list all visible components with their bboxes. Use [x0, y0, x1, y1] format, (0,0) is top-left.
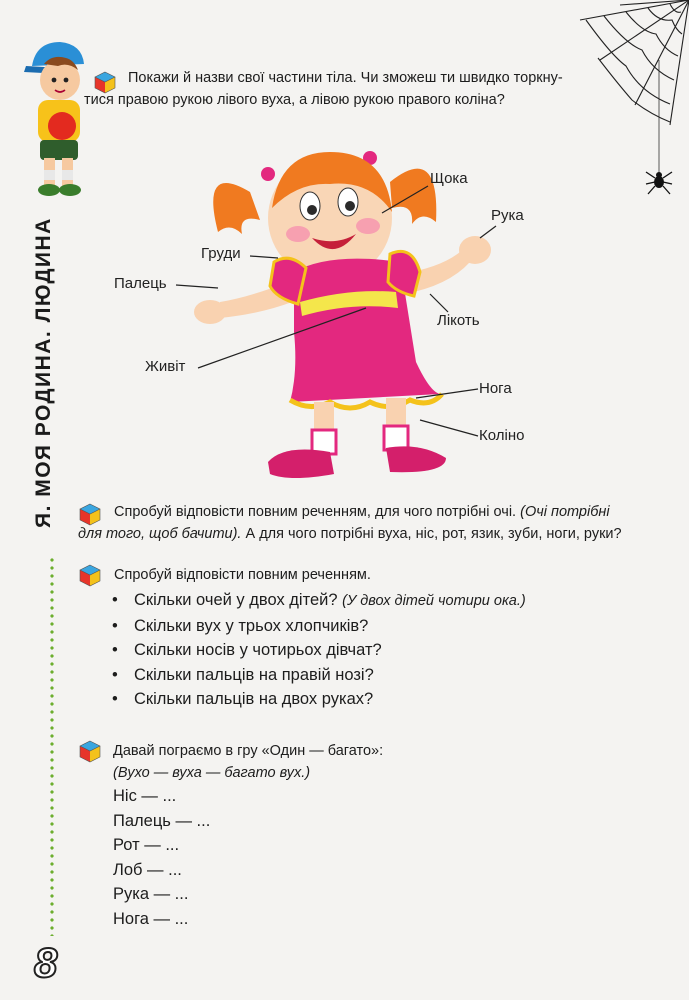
- task2-text: Спробуй відповісти повним реченням, для чого потрібні очі. (Очі потрібні для того, щоб бачити). А для чого потрібні вуха, ніс, рот, язик, зуби, ноги, руки?: [78, 504, 622, 542]
- label-belly: Живіт: [145, 358, 186, 375]
- label-knee: Коліно: [479, 427, 525, 444]
- task4-intro: Давай пограємо в гру «Один — багато»:: [113, 743, 384, 759]
- side-chapter-title: Я. МОЯ РОДИНА. ЛЮДИНА: [32, 217, 55, 528]
- page-number: 8: [34, 939, 58, 986]
- list-item: • Скільки вух у трьох хлопчиків?: [112, 614, 672, 639]
- label-leg: Нога: [479, 380, 512, 397]
- task4-example: (Вухо — вуха — багато вух.): [113, 765, 311, 781]
- label-cheek: Щока: [430, 170, 468, 187]
- cube-icon: [78, 563, 102, 587]
- list-item: Палець — ...: [113, 811, 211, 830]
- task4-items: [113, 784, 210, 932]
- label-chest: Груди: [201, 245, 241, 262]
- list-item: • Скільки пальців на двох руках?: [112, 687, 672, 712]
- dotted-divider: [50, 556, 54, 936]
- task3-questions: [112, 588, 672, 712]
- list-item: Рука — ...: [113, 885, 189, 904]
- list-item: Нога — ...: [113, 909, 189, 928]
- list-item: • Скільки пальців на правій нозі?: [112, 663, 672, 688]
- label-elbow: Лікоть: [437, 312, 480, 329]
- list-item: Ніс — ...: [113, 787, 177, 805]
- list-item: • Скільки очей у двох дітей? (У двох дітей чотири ока.): [112, 588, 672, 614]
- task3-intro: Спробуй відповісти повним реченням.: [114, 567, 371, 583]
- label-finger: Палець: [114, 275, 167, 292]
- cube-icon: [78, 739, 102, 763]
- list-item: Лоб — ...: [113, 860, 182, 879]
- list-item: • Скільки носів у чотирьох дівчат?: [112, 638, 672, 663]
- label-hand: Рука: [491, 207, 524, 224]
- list-item: Рот — ...: [113, 836, 180, 855]
- task1-text: Покажи й назви свої частини тіла. Чи зможеш ти швидко торкну- тися правою рукою лівого вуха, а лівою рукою правого коліна?: [84, 70, 563, 108]
